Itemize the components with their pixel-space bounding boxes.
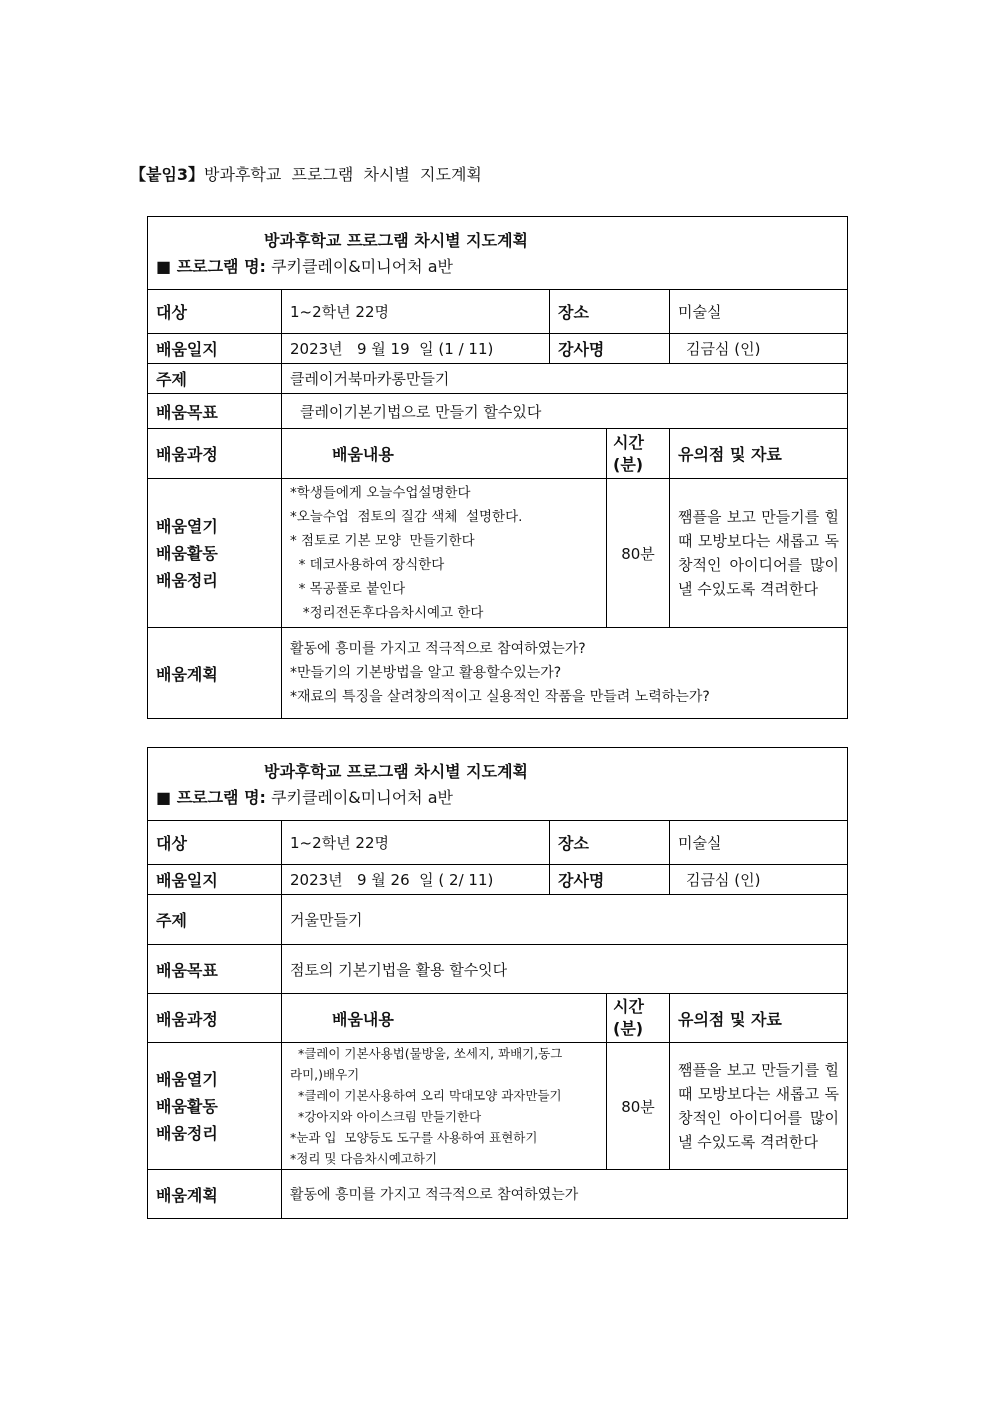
- time-label: 시간 (분): [607, 429, 670, 479]
- teacher-value: 김금심 (인): [670, 865, 848, 895]
- stages-cell: 배움열기 배움활동 배움정리: [148, 1043, 282, 1170]
- goal-label: 배움목표: [148, 945, 282, 994]
- plan-header: [148, 748, 848, 821]
- notes-label: 유의점 및 자료: [670, 994, 848, 1043]
- target-value: 1~2학년 22명: [282, 821, 550, 865]
- stages-cell: 배움열기 배움활동 배움정리: [148, 479, 282, 628]
- content-label: 배움내용: [282, 429, 607, 479]
- topic-value: 거울만들기: [282, 895, 848, 945]
- notes-value: 쨈플을 보고 만들기를 힐 때 모방보다는 새롭고 독창적인 아이디어를 많이 낼 수있도록 격려한다: [670, 1043, 848, 1170]
- place-label: 장소: [550, 821, 670, 865]
- goal-value: 점토의 기본기법을 활용 할수잇다: [282, 945, 848, 994]
- process-label: 배움과정: [148, 994, 282, 1043]
- program-name: 쿠키클레이&미니어처 a반: [271, 788, 453, 807]
- program-label: ■ 프로그램 명:: [156, 788, 266, 807]
- time-value: 80분: [607, 1043, 670, 1170]
- plan-title: 방과후학교 프로그램 차시별 지도계획: [264, 762, 529, 781]
- notes-value: 쨈플을 보고 만들기를 힐 때 모방보다는 새롭고 독창적인 아이디어를 많이 낼 수있도록 격려한다: [670, 479, 848, 628]
- time-value: 80분: [607, 479, 670, 628]
- plan-items: 활동에 흥미를 가지고 적극적으로 참여하였는가? *만들기의 기본방법을 알고 활용할수있는가? *재료의 특징을 살려창의적이고 실용적인 작품을 만들려 노력하는가?: [282, 628, 848, 719]
- target-label: 대상: [148, 821, 282, 865]
- teacher-label: 강사명: [550, 865, 670, 895]
- time-label: 시간 (분): [607, 994, 670, 1043]
- contents-cell: *학생들에게 오늘수업설명한다 *오늘수업 점토의 질감 색체 설명한다. * 점토로 기본 모양 만들기한다 * 데코사용하여 장식한다 * 목공풀로 붙인다 *정리전돈후다음차시예고 한다: [282, 479, 607, 628]
- notes-label: 유의점 및 자료: [670, 429, 848, 479]
- place-value: 미술실: [670, 290, 848, 334]
- topic-label: 주제: [148, 895, 282, 945]
- date-label: 배움일지: [148, 334, 282, 364]
- plan-header: [148, 217, 848, 290]
- target-label: 대상: [148, 290, 282, 334]
- contents-cell: *클레이 기본사용법(물방울, 쏘세지, 꽈배기,동그 라미,)배우기 *클레이 기본사용하여 오리 막대모양 과자만들기 *강아지와 아이스크림 만들기한다 *눈과 입 모양등도 도구를 사용하여 표현하기 *정리 및 다음차시예고하기: [282, 1043, 607, 1170]
- teacher-value: 김금심 (인): [670, 334, 848, 364]
- goal-value: 클레이기본기법으로 만들기 할수있다: [282, 394, 848, 429]
- date-value: 2023년 9 월 26 일 ( 2/ 11): [282, 865, 550, 895]
- program-label: ■ 프로그램 명:: [156, 257, 266, 276]
- teacher-label: 강사명: [550, 334, 670, 364]
- plan-title: 방과후학교 프로그램 차시별 지도계획: [264, 231, 529, 250]
- program-name: 쿠키클레이&미니어처 a반: [271, 257, 453, 276]
- place-value: 미술실: [670, 821, 848, 865]
- plan-items: 활동에 흥미를 가지고 적극적으로 참여하였는가: [282, 1170, 848, 1219]
- attachment-text: 방과후학교 프로그램 차시별 지도계획: [204, 165, 482, 184]
- target-value: 1~2학년 22명: [282, 290, 550, 334]
- place-label: 장소: [550, 290, 670, 334]
- date-label: 배움일지: [148, 865, 282, 895]
- lesson-plan-table-2: [147, 747, 848, 1219]
- topic-label: 주제: [148, 364, 282, 394]
- goal-label: 배움목표: [148, 394, 282, 429]
- plan-label: 배움계획: [148, 628, 282, 719]
- topic-value: 클레이거북마카롱만들기: [282, 364, 848, 394]
- plan-label: 배움계획: [148, 1170, 282, 1219]
- attachment-label: 【붙임3】: [130, 165, 205, 184]
- lesson-plan-table-1: [147, 216, 848, 719]
- date-value: 2023년 9 월 19 일 (1 / 11): [282, 334, 550, 364]
- attachment-heading: [130, 162, 482, 185]
- content-label: 배움내용: [282, 994, 607, 1043]
- process-label: 배움과정: [148, 429, 282, 479]
